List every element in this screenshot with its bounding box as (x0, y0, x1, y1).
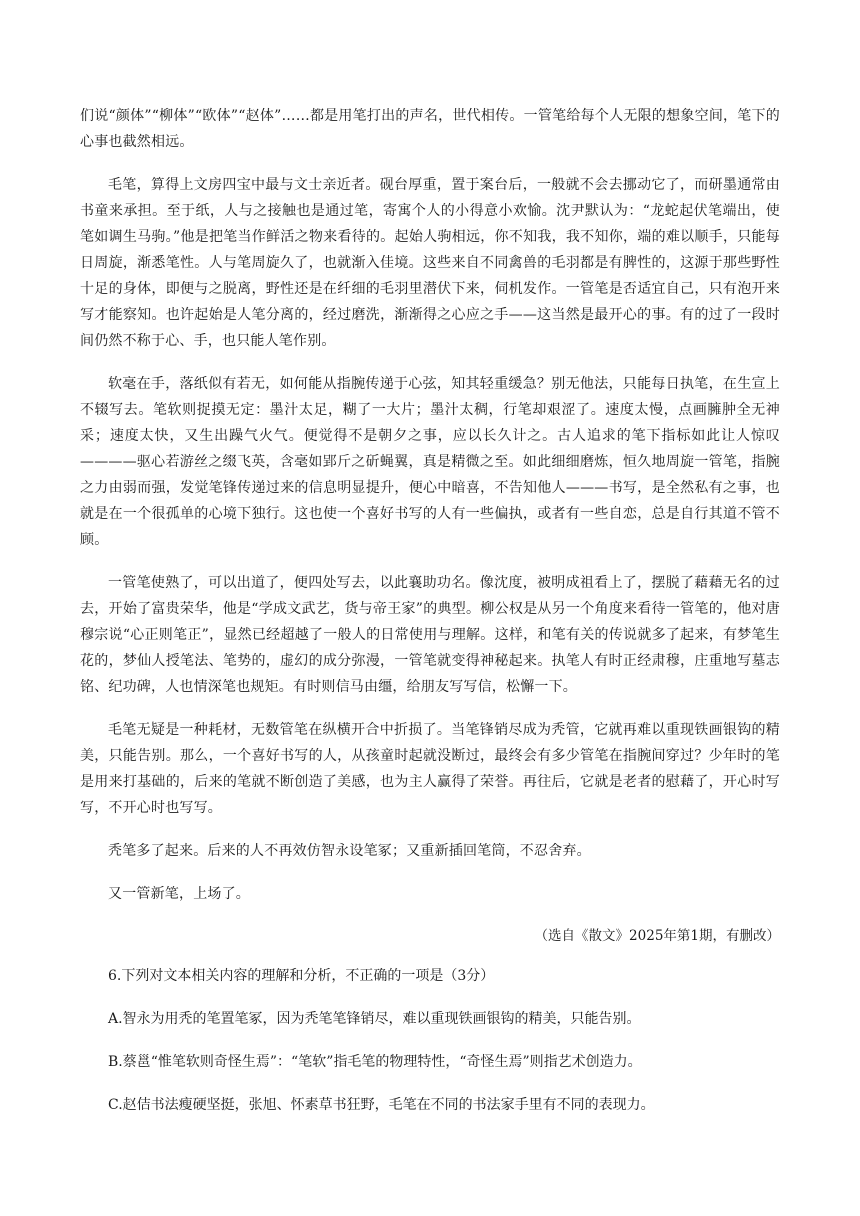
article-paragraph-6: 秃笔多了起来。后来的人不再效仿智永设笔冢；又重新插回笔筒，不忍舍弃。 (108, 843, 591, 859)
article-paragraph-2: 毛笔，算得上文房四宝中最与文士亲近者。砚台厚重，置于案台后，一般就不会去挪动它了，而研墨通常由书童来承担。至于纸，人与之接触也是通过笔，寄寓个人的小得意小欢愉。沈尹默认为：“龙蛇起伏笔端出，使笔如调生马驹。”他是把笔当作鲜活之物来看待的。起始人驹相远，你不知我，我不知你，端的难以顺手，只能每日周旋，渐悉笔性。人与笔周旋久了，也就渐入佳境。这些来自不同禽兽的毛羽都是有脾性的，这源于那些野性十足的身体，即便与之脱离，野性还是在纤细的毛羽里潜伏下来，伺机发作。一管笔是否适宜自己，只有泡开来写才能察知。也许起始是人笔分离的，经过磨洗，渐渐得之心应之手——这当然是最开心的事。有的过了一段时间仍然不称于心、手，也只能人笔作别。 (80, 177, 780, 349)
question-stem: 6.下列对文本相关内容的理解和分析，不正确的一项是（3分） (108, 968, 495, 984)
question-option-b: B.蔡邕“惟笔软则奇怪生焉”：“笔软”指毛笔的物理特性，“奇怪生焉”则指艺术创造力。 (108, 1054, 642, 1070)
article-paragraph-3: 软毫在手，落纸似有若无，如何能从指腕传递于心弦，知其轻重缓急？别无他法，只能每日执笔，在生宣上不辍写去。笔软则捉摸无定：墨汁太足，糊了一大片；墨汁太稠，行笔却艰涩了。速度太慢，点画臃肿全无神采；速度太快，又生出躁气火气。便觉得不是朝夕之事，应以长久计之。古人追求的笔下指标如此让人惊叹————驱心若游丝之缀飞英，含毫如郢斤之斫蝇翼，真是精微之至。如此细细磨炼，恒久地周旋一管笔，指腕之力由弱而强，发觉笔锋传递过来的信息明显提升，便心中暗喜，不告知他人———书写，是全然私有之事，也就是在一个很孤单的心境下独行。这也使一个喜好书写的人有一些偏执，或者有一些自恋，总是自行其道不管不顾。 (80, 376, 780, 548)
question-option-c: C.赵佶书法瘦硬坚挺，张旭、怀素草书狂野，毛笔在不同的书法家手里有不同的表现力。 (108, 1097, 655, 1113)
article-paragraph-4: 一管笔使熟了，可以出道了，便四处写去，以此襄助功名。像沈度，被明成祖看上了，摆脱了藉藉无名的过去，开始了富贵荣华，他是“学成文武艺，货与帝王家”的典型。柳公权是从另一个角度来看待一管笔的，他对唐穆宗说“心正则笔正”，显然已经超越了一般人的日常使用与理解。这样，和笔有关的传说就多了起来，有梦笔生花的，梦仙人授笔法、笔势的，虚幻的成分弥漫，一管笔就变得神秘起来。执笔人有时正经肃穆，庄重地写墓志铭、纪功碑，人也情深笔也规矩。有时则信马由缰，给朋友写写信，松懈一下。 (80, 575, 780, 695)
article-paragraph-5: 毛笔无疑是一种耗材，无数管笔在纵横开合中折损了。当笔锋销尽成为秃管，它就再难以重现铁画银钩的精美，只能告别。那么，一个喜好书写的人，从孩童时起就没断过，最终会有多少管笔在指腕间穿过？少年时的笔是用来打基础的，后来的笔就不断创造了美感，也为主人赢得了荣誉。再往后，它就是老者的慰藉了，开心时写写，不开心时也写写。 (80, 722, 780, 816)
article-paragraph-7: 又一管新笔，上场了。 (108, 886, 250, 902)
question-option-a: A.智永为用秃的笔置笔冢，因为秃笔笔锋销尽，难以重现铁画银钩的精美，只能告别。 (108, 1011, 641, 1027)
article-paragraph-1: 们说“颜体”“柳体”“欧体”“赵体”……都是用笔打出的声名，世代相传。一管笔给每个人无限的想象空间，笔下的心事也截然相远。 (80, 108, 780, 150)
article-source: （选自《散文》2025年第1期，有删改） (534, 928, 780, 944)
